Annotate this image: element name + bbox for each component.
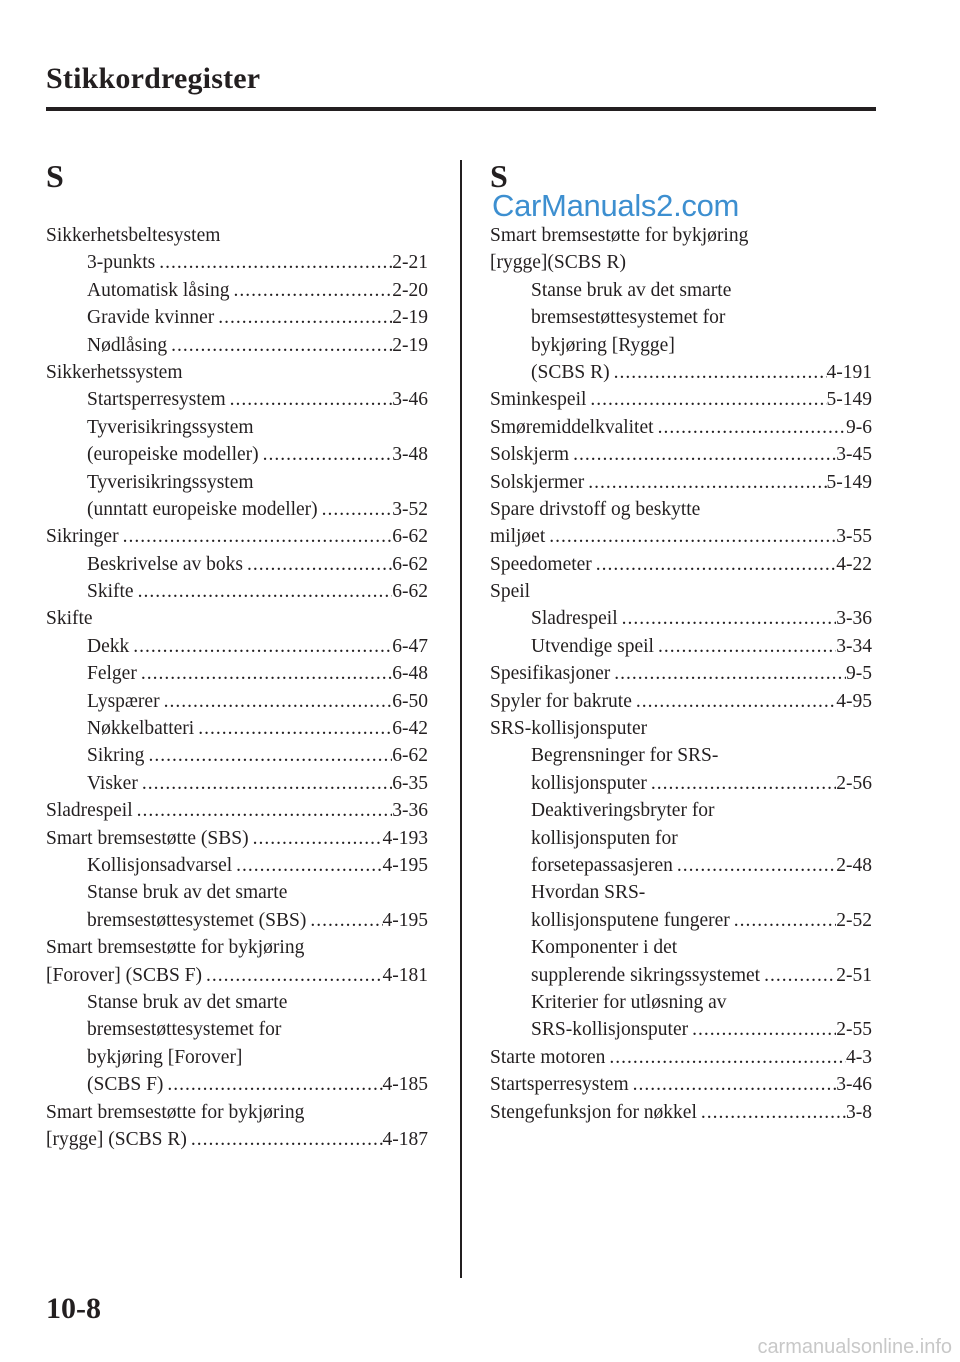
entry-term: [Forover] (SCBS F) <box>46 964 203 986</box>
entry-term: Deaktiveringsbryter for <box>531 800 715 822</box>
index-entry <box>490 962 872 989</box>
entry-term: Automatisk låsing <box>87 279 230 301</box>
index-entry <box>46 797 428 824</box>
entry-term: Tyverisikringssystem <box>87 416 254 438</box>
entry-page-ref[interactable]: 6-42 <box>392 718 428 740</box>
dot-leader <box>584 469 826 496</box>
entry-term: Smart bremsestøtte for bykjøring <box>46 1101 305 1123</box>
entry-term: Utvendige speil <box>531 635 654 657</box>
entry-term: Komponenter i det <box>531 937 678 959</box>
dot-leader <box>569 441 836 468</box>
index-entry <box>46 441 428 468</box>
entry-term: (europeiske modeller) <box>87 444 259 466</box>
index-entry <box>490 222 872 249</box>
dot-leader <box>610 359 827 386</box>
index-entry <box>46 277 428 304</box>
entry-term: Skifte <box>87 581 134 603</box>
dot-leader <box>129 633 392 660</box>
index-entry <box>490 277 872 304</box>
entry-page-ref[interactable]: 6-35 <box>392 772 428 794</box>
index-entry <box>490 715 872 742</box>
watermark-logo: CarManuals2.com <box>492 188 740 223</box>
index-entry <box>46 688 428 715</box>
entry-term: Sikringer <box>46 526 119 548</box>
column-divider <box>460 160 462 1278</box>
index-entry <box>490 551 872 578</box>
entry-page-ref[interactable]: 3-46 <box>836 1074 872 1096</box>
index-entry <box>46 633 428 660</box>
dot-leader <box>632 688 836 715</box>
index-entry <box>490 660 872 687</box>
entry-term: bremsestøttesystemet for <box>531 307 726 329</box>
entry-page-ref[interactable]: 6-50 <box>392 690 428 712</box>
entry-page-ref[interactable]: 6-48 <box>392 663 428 685</box>
index-entry <box>490 825 872 852</box>
entry-page-ref[interactable]: 2-20 <box>392 279 428 301</box>
index-entry <box>490 523 872 550</box>
entry-term: Smart bremsestøtte (SBS) <box>46 827 249 849</box>
entry-term: bykjøring [Forover] <box>87 1046 243 1068</box>
entry-term: Solskjerm <box>490 444 570 466</box>
entry-term: kollisjonsputer <box>531 772 647 794</box>
index-entry <box>490 934 872 961</box>
index-entry <box>490 1099 872 1126</box>
entry-term: Kollisjonsadvarsel <box>87 854 233 876</box>
index-entry <box>46 1126 428 1153</box>
index-entry <box>46 962 428 989</box>
dot-leader <box>318 496 393 523</box>
dot-leader <box>119 523 393 550</box>
index-column-left <box>46 158 428 1153</box>
dot-leader <box>605 1044 846 1071</box>
section-letter: S <box>46 158 64 194</box>
footer-watermark: carmanualsonline.info <box>757 1336 952 1358</box>
index-entry <box>490 742 872 769</box>
entry-term: Starte motoren <box>490 1046 606 1068</box>
dot-leader <box>306 907 382 934</box>
entry-page-ref[interactable]: 3-48 <box>392 444 428 466</box>
entry-term: (SCBS F) <box>87 1074 164 1096</box>
entry-term: Stanse bruk av det smarte <box>531 279 732 301</box>
index-entry <box>46 359 428 386</box>
index-entry <box>490 304 872 331</box>
index-entry <box>490 332 872 359</box>
entry-page-ref[interactable]: 9-5 <box>846 663 872 685</box>
entry-term: Smart bremsestøtte for bykjøring <box>490 225 749 246</box>
entry-page-ref[interactable]: 3-46 <box>392 389 428 411</box>
dot-leader <box>144 742 392 769</box>
entry-term: Lyspærer <box>87 690 160 712</box>
index-entry <box>490 633 872 660</box>
dot-leader <box>654 414 846 441</box>
index-entry <box>490 496 872 523</box>
index-entry <box>46 1099 428 1126</box>
dot-leader <box>187 1126 383 1153</box>
index-entry <box>46 989 428 1016</box>
index-entry <box>46 578 428 605</box>
entry-term: Sikring <box>87 745 145 767</box>
index-entry <box>46 414 428 441</box>
entry-term: Stanse bruk av det smarte <box>87 991 288 1013</box>
entry-term: Skifte <box>46 608 93 630</box>
entry-term: Startsperresystem <box>490 1074 629 1096</box>
index-entry <box>46 1071 428 1098</box>
index-entry <box>490 1044 872 1071</box>
entry-page-ref[interactable]: 9-6 <box>846 416 872 438</box>
dot-leader <box>654 633 836 660</box>
entry-page-ref[interactable]: 2-19 <box>392 334 428 356</box>
index-entry <box>46 496 428 523</box>
index-entry <box>46 852 428 879</box>
entry-term: Gravide kvinner <box>87 307 215 329</box>
entry-page-ref[interactable]: 3-36 <box>836 608 872 630</box>
entry-term: Dekk <box>87 635 130 657</box>
index-entry <box>490 797 872 824</box>
entry-page-ref[interactable]: 4-187 <box>382 1128 428 1150</box>
index-entry <box>46 523 428 550</box>
index-entry <box>490 249 872 276</box>
index-entry <box>46 1044 428 1071</box>
dot-leader <box>730 907 837 934</box>
entry-term: bremsestøttesystemet (SBS) <box>87 909 307 931</box>
dot-leader <box>688 1016 836 1043</box>
index-entry <box>490 386 872 413</box>
entry-list <box>490 222 872 1126</box>
index-entry <box>490 1071 872 1098</box>
entry-list <box>46 222 428 1153</box>
dot-leader <box>194 715 392 742</box>
index-column-right <box>490 158 872 1126</box>
entry-term: Sikkerhetssystem <box>46 361 183 383</box>
dot-leader <box>214 304 392 331</box>
dot-leader <box>618 605 837 632</box>
dot-leader <box>163 1071 382 1098</box>
entry-page-ref[interactable]: 4-3 <box>846 1046 872 1068</box>
dot-leader <box>259 441 393 468</box>
page-number: 10-8 <box>46 1292 101 1325</box>
index-entry <box>46 660 428 687</box>
entry-term: Begrensninger for SRS- <box>531 745 719 767</box>
entry-term: Smøremiddelkvalitet <box>490 416 654 438</box>
entry-page-ref[interactable]: 4-185 <box>382 1074 428 1096</box>
index-entry <box>46 386 428 413</box>
index-entry <box>490 414 872 441</box>
index-entry <box>490 1016 872 1043</box>
dot-leader <box>760 962 836 989</box>
index-entry <box>490 688 872 715</box>
entry-term: Beskrivelse av boks <box>87 553 243 575</box>
entry-term: forsetepassasjeren <box>531 854 673 876</box>
dot-leader <box>134 578 393 605</box>
entry-term: Sladrespeil <box>531 608 618 630</box>
index-entry <box>46 934 428 961</box>
entry-term: kollisjonsputen for <box>531 827 678 849</box>
entry-term: bremsestøttesystemet for <box>87 1019 282 1041</box>
entry-page-ref[interactable]: 3-8 <box>846 1101 872 1123</box>
entry-page-ref[interactable]: 4-193 <box>382 827 428 849</box>
index-entry <box>46 222 428 249</box>
entry-term: kollisjonsputene fungerer <box>531 909 730 931</box>
dot-leader <box>249 825 383 852</box>
index-entry <box>490 359 872 386</box>
index-entry <box>46 715 428 742</box>
index-entry <box>46 249 428 276</box>
entry-term: Nødlåsing <box>87 334 168 356</box>
entry-page-ref[interactable]: 2-48 <box>836 854 872 876</box>
entry-page-ref[interactable]: 2-21 <box>392 252 428 274</box>
entry-term: Hvordan SRS- <box>531 882 646 904</box>
entry-page-ref[interactable]: 4-181 <box>382 964 428 986</box>
index-entry <box>46 907 428 934</box>
dot-leader <box>202 962 382 989</box>
entry-term: miljøet <box>490 526 546 548</box>
section-letter: S <box>490 158 508 194</box>
entry-page-ref[interactable]: 2-51 <box>836 964 872 986</box>
entry-page-ref[interactable]: 6-62 <box>392 526 428 548</box>
dot-leader <box>232 852 382 879</box>
entry-term: SRS-kollisjonsputer <box>490 718 648 740</box>
header-rule <box>46 107 876 111</box>
entry-page-ref[interactable]: 4-95 <box>836 690 872 712</box>
index-entry <box>46 879 428 906</box>
index-entry <box>490 770 872 797</box>
dot-leader <box>629 1071 837 1098</box>
entry-page-ref[interactable]: 2-52 <box>836 909 872 931</box>
index-entry <box>490 989 872 1016</box>
entry-term: Nøkkelbatteri <box>87 718 195 740</box>
index-entry <box>46 605 428 632</box>
dot-leader <box>545 523 836 550</box>
dot-leader <box>647 770 836 797</box>
entry-term: Smart bremsestøtte for bykjøring <box>46 937 305 959</box>
index-entry <box>46 469 428 496</box>
entry-term: Tyverisikringssystem <box>87 471 254 493</box>
index-entry <box>490 605 872 632</box>
entry-page-ref[interactable]: 2-56 <box>836 772 872 794</box>
entry-page-ref[interactable]: 6-62 <box>392 745 428 767</box>
dot-leader <box>697 1099 846 1126</box>
entry-term: Stanse bruk av det smarte <box>87 882 288 904</box>
dot-leader <box>155 249 392 276</box>
entry-page-ref[interactable]: 4-22 <box>836 553 872 575</box>
index-entry <box>46 1016 428 1043</box>
dot-leader <box>610 660 846 687</box>
entry-term: (unntatt europeiske modeller) <box>87 498 318 520</box>
index-entry <box>46 304 428 331</box>
index-entry <box>490 578 872 605</box>
entry-term: Sladrespeil <box>46 800 133 822</box>
entry-term: supplerende sikringssystemet <box>531 964 761 986</box>
entry-page-ref[interactable]: 3-34 <box>836 635 872 657</box>
entry-page-ref[interactable]: 2-19 <box>392 307 428 329</box>
dot-leader <box>592 551 836 578</box>
entry-term: Stengefunksjon for nøkkel <box>490 1101 697 1123</box>
index-entry <box>490 879 872 906</box>
entry-term: Speil <box>490 581 531 603</box>
index-entry <box>490 441 872 468</box>
entry-term: Spare drivstoff og beskytte <box>490 498 701 520</box>
entry-term: Spyler for bakrute <box>490 690 632 712</box>
dot-leader <box>160 688 393 715</box>
entry-page-ref[interactable]: 4-195 <box>382 909 428 931</box>
dot-leader <box>133 797 393 824</box>
entry-term: [rygge] (SCBS R) <box>46 1128 187 1150</box>
entry-term: Sminkespeil <box>490 389 587 411</box>
index-entry <box>46 825 428 852</box>
entry-term: 3-punkts <box>87 252 156 274</box>
entry-page-ref[interactable]: 6-62 <box>392 581 428 603</box>
entry-term: Speedometer <box>490 553 592 575</box>
entry-page-ref[interactable]: 6-47 <box>392 635 428 657</box>
entry-page-ref[interactable]: 5-149 <box>826 471 872 493</box>
entry-term: SRS-kollisjonsputer <box>531 1019 689 1041</box>
index-entry <box>46 332 428 359</box>
dot-leader <box>673 852 836 879</box>
dot-leader <box>138 770 392 797</box>
dot-leader <box>167 332 392 359</box>
entry-page-ref[interactable]: 4-191 <box>826 361 872 383</box>
entry-page-ref[interactable]: 3-45 <box>836 444 872 466</box>
entry-page-ref[interactable]: 4-195 <box>382 854 428 876</box>
entry-page-ref[interactable]: 3-55 <box>836 526 872 548</box>
index-entry <box>46 551 428 578</box>
dot-leader <box>137 660 392 687</box>
index-entry <box>46 742 428 769</box>
entry-term: Kriterier for utløsning av <box>531 991 727 1013</box>
dot-leader <box>226 386 393 413</box>
entry-term: (SCBS R) <box>531 361 610 383</box>
entry-page-ref[interactable]: 3-36 <box>392 800 428 822</box>
entry-term: Felger <box>87 663 137 685</box>
index-entry <box>46 770 428 797</box>
entry-page-ref[interactable]: 3-52 <box>392 498 428 520</box>
entry-page-ref[interactable]: 5-149 <box>826 389 872 411</box>
index-entry <box>490 852 872 879</box>
dot-leader <box>243 551 392 578</box>
entry-page-ref[interactable]: 2-55 <box>836 1019 872 1041</box>
entry-term: Spesifikasjoner <box>490 663 611 685</box>
entry-page-ref[interactable]: 6-62 <box>392 553 428 575</box>
dot-leader <box>229 277 392 304</box>
index-entry <box>490 469 872 496</box>
entry-term: bykjøring [Rygge] <box>531 334 675 356</box>
entry-term: [rygge](SCBS R) <box>490 252 626 274</box>
page-title: Stikkordregister <box>46 62 261 95</box>
index-entry <box>490 907 872 934</box>
entry-term: Visker <box>87 772 138 794</box>
entry-term: Solskjermer <box>490 471 585 493</box>
entry-term: Sikkerhetsbeltesystem <box>46 225 221 246</box>
dot-leader <box>586 386 826 413</box>
entry-term: Startsperresystem <box>87 389 226 411</box>
